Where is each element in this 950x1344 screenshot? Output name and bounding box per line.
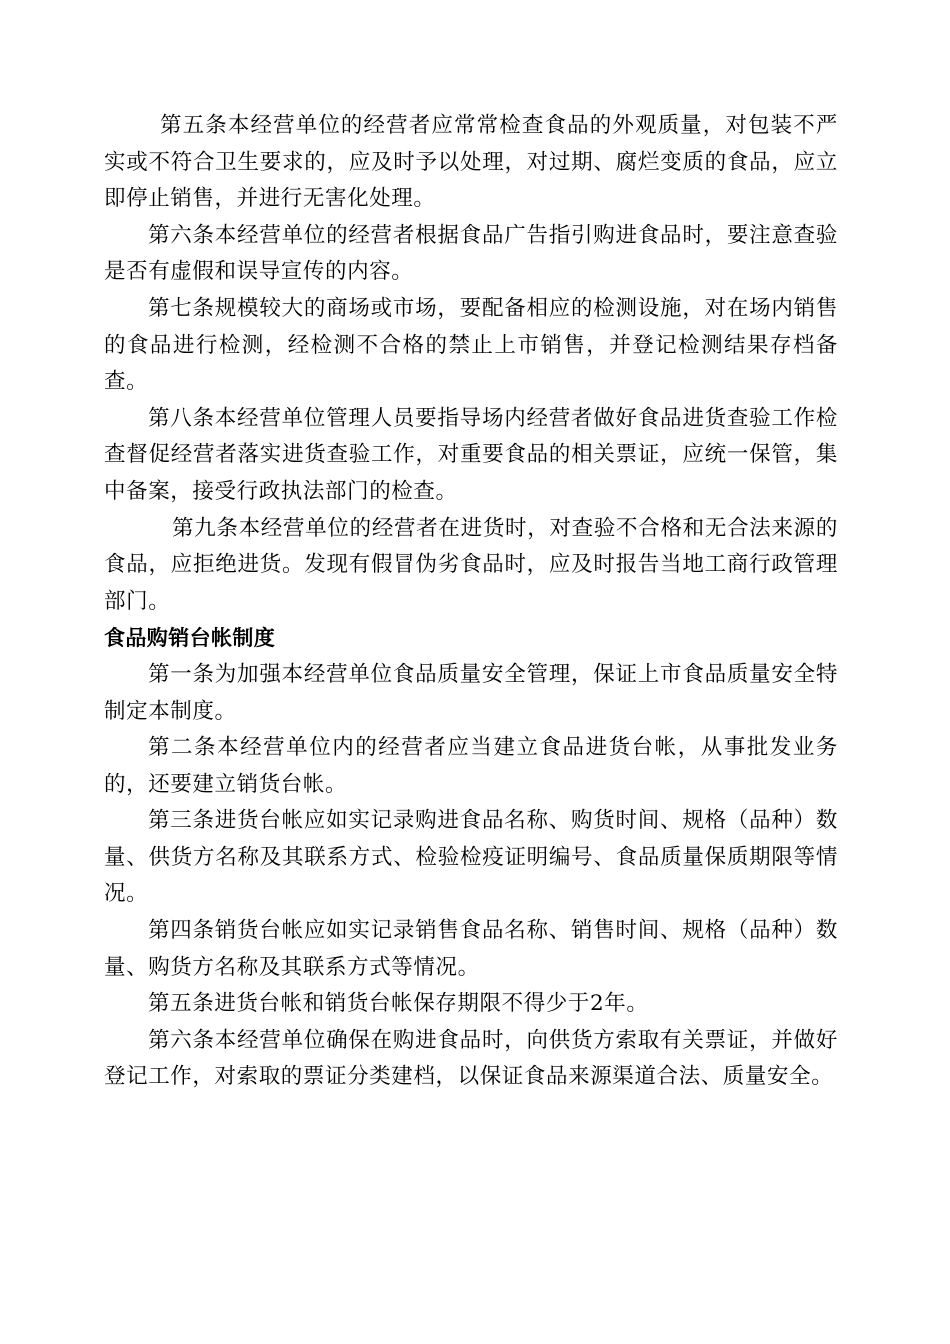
article-9-paragraph: 第九条本经营单位的经营者在进货时，对查验不合格和无合法来源的食品，应拒绝进货。发现有假冒伪劣食品时，应及时报告当地工商行政管理部门。 bbox=[104, 515, 838, 614]
article-6-paragraph: 第六条本经营单位的经营者根据食品广告指引购进食品时，要注意查验是否有虚假和误导宣传的内容。 bbox=[104, 222, 838, 285]
ledger-article-1: 第一条为加强本经营单位食品质量安全管理，保证上市食品质量安全特制定本制度。 bbox=[104, 661, 838, 724]
ledger-article-2: 第二条本经营单位内的经营者应当建立食品进货台帐，从事批发业务的，还要建立销货台帐。 bbox=[104, 735, 838, 797]
ledger-article-4: 第四条销货台帐应如实记录销售食品名称、销售时间、规格（品种）数量、购货方名称及其联系方式等情况。 bbox=[104, 918, 838, 980]
section-heading: 食品购销台帐制度 bbox=[104, 626, 276, 651]
article-5-paragraph: 第五条本经营单位的经营者应常常检查食品的外观质量，对包装不严实或不符合卫生要求的，应及时予以处理，对过期、腐烂变质的食品，应立即停止销售，并进行无害化处理。 bbox=[104, 113, 838, 212]
ledger-article-6: 第六条本经营单位确保在购进食品时，向供货方索取有关票证，并做好登记工作，对索取的票证分类建档，以保证食品来源渠道合法、质量安全。 bbox=[104, 1027, 838, 1090]
article-8-paragraph: 第八条本经营单位管理人员要指导场内经营者做好食品进货查验工作检查督促经营者落实进货查验工作，对重要食品的相关票证，应统一保管，集中备案，接受行政执法部门的检查。 bbox=[104, 405, 838, 504]
ledger-article-5: 第五条进货台帐和销货台帐保存期限不得少于2年。 bbox=[148, 991, 649, 1017]
ledger-article-3: 第三条进货台帐应如实记录购进食品名称、购货时间、规格（品种）数量、供货方名称及其联系方式、检验检疫证明编号、食品质量保质期限等情况。 bbox=[104, 808, 838, 907]
article-7-paragraph: 第七条规模较大的商场或市场，要配备相应的检测设施，对在场内销售的食品进行检测，经检测不合格的禁止上市销售，并登记检测结果存档备查。 bbox=[104, 295, 838, 395]
